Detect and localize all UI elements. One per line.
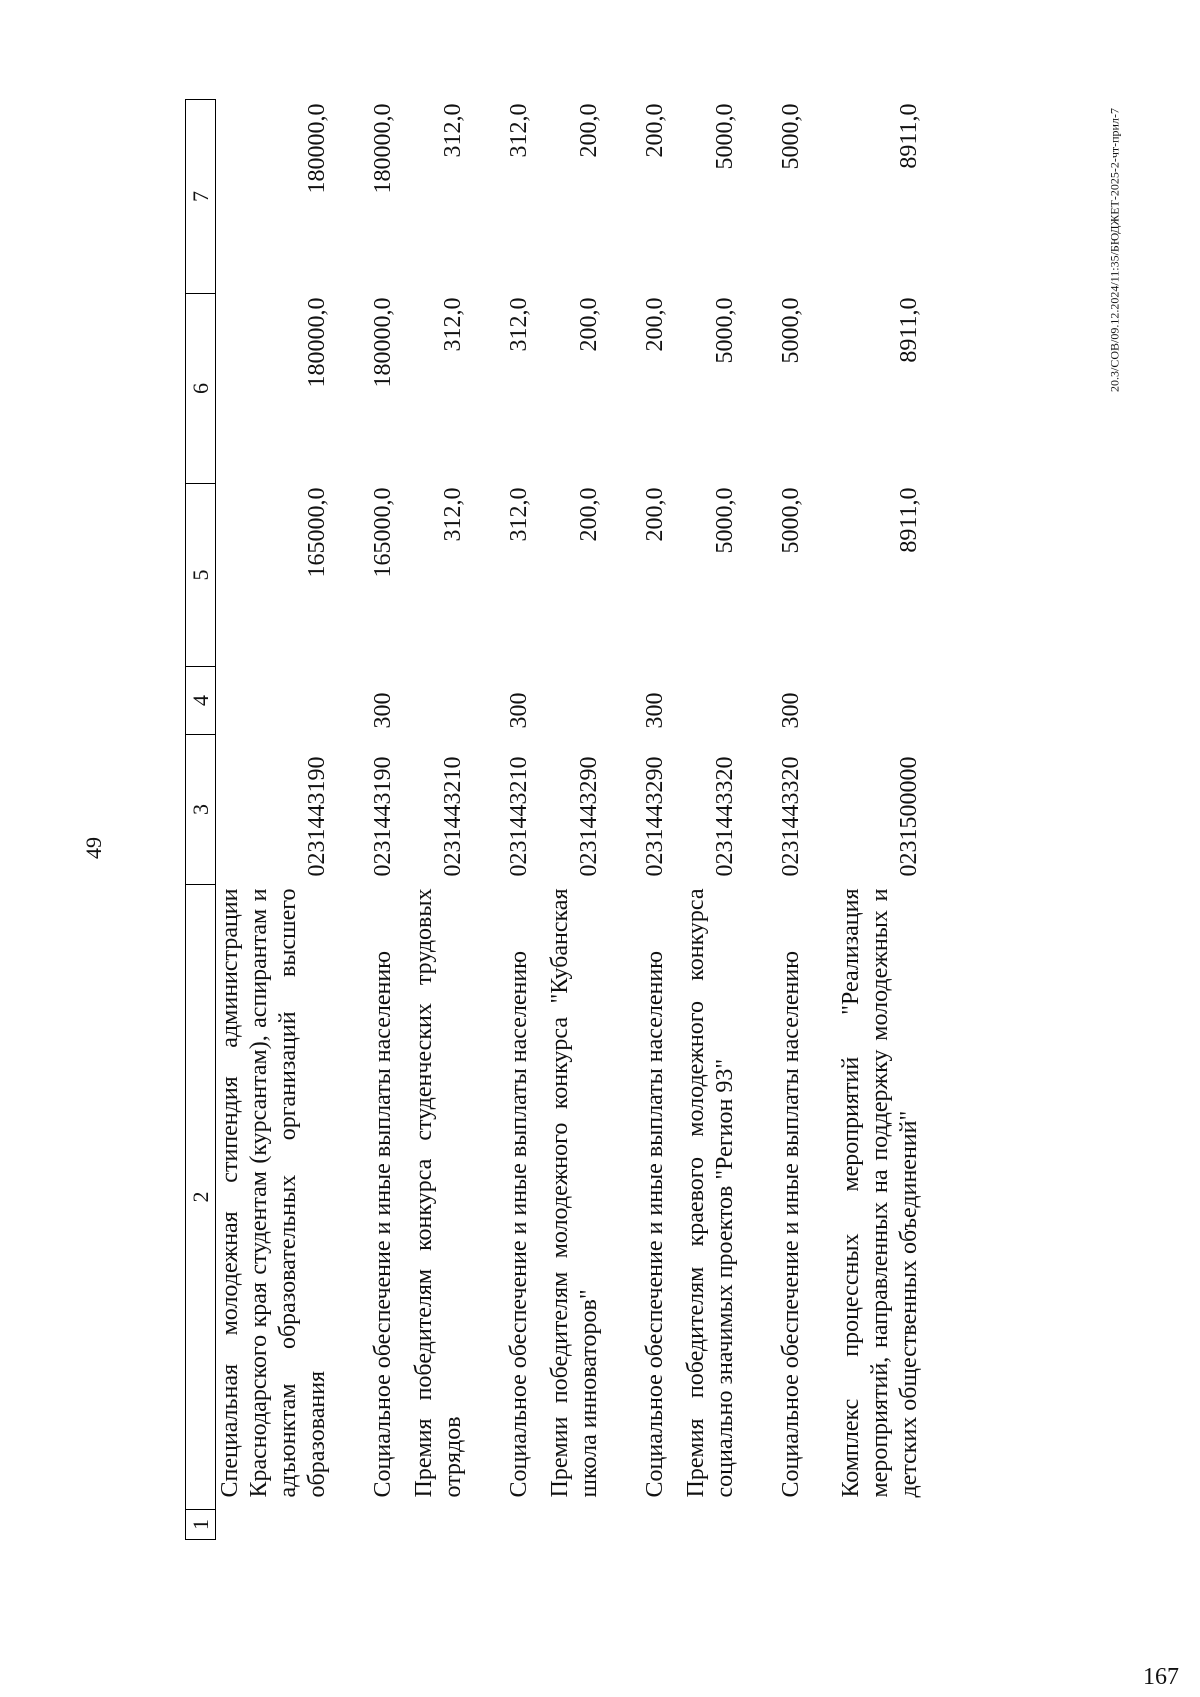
table-row [818,100,936,1540]
row-expense-type-cell [818,667,936,735]
table-row [480,100,546,1540]
table-row [616,100,682,1540]
row-amount-2027-cell: 180000,0 [304,103,330,194]
row-amount-2027-cell: 312,0 [440,103,466,158]
row-expense-type-cell [216,667,345,735]
row-amount-2027-cell: 8911,0 [896,103,922,169]
row-expense-type-cell: 300 [642,692,668,729]
row-amount-2026-cell: 8911,0 [896,297,922,363]
column-header-3: 3 [186,735,216,885]
row-amount-2027-cell: 200,0 [642,103,668,158]
row-target-code-cell: 0231443290 [642,756,668,877]
column-header-1: 1 [186,1510,216,1540]
row-amount-2027-cell: 312,0 [506,103,532,158]
row-number-cell [480,1510,546,1540]
row-amount-2027-cell: 180000,0 [370,103,396,194]
row-name-cell: Комплекс процессных мероприятий "Реализация мероприятий, направленных на поддержку молодежных и детских общественных объединений" [838,888,922,1498]
row-amount-2027-cell: 5000,0 [778,103,804,170]
table-row [216,100,345,1540]
row-target-code-cell: 0231443210 [440,756,466,877]
row-amount-2025-cell: 5000,0 [778,487,804,554]
table-row [410,100,480,1540]
row-amount-2026-cell: 200,0 [642,297,668,352]
row-target-code-cell: 0231443320 [712,756,738,877]
page-number-top: 49 [81,837,106,859]
row-name-cell: Социальное обеспечение и иные выплаты населению [642,950,668,1498]
row-amount-2026-cell: 312,0 [506,297,532,352]
table-row [546,100,616,1540]
column-header-2: 2 [186,885,216,1510]
row-amount-2025-cell: 312,0 [440,487,466,542]
row-expense-type-cell: 300 [778,692,804,729]
row-number-cell [216,1510,345,1540]
row-amount-2025-cell: 200,0 [642,487,668,542]
row-target-code-cell: 0231443320 [778,756,804,877]
row-number-cell [752,1510,818,1540]
table-row [344,100,410,1540]
table-row [682,100,752,1540]
row-target-code-cell: 0231500000 [896,756,922,877]
row-name-cell: Социальное обеспечение и иные выплаты населению [506,950,532,1498]
row-amount-2026-cell: 5000,0 [778,297,804,364]
row-target-code-cell: 0231443190 [370,756,396,877]
row-number-cell [682,1510,752,1540]
row-amount-2025-cell: 200,0 [576,487,602,542]
row-name-cell: Социальное обеспечение и иные выплаты населению [370,950,396,1498]
row-name-cell: Социальное обеспечение и иные выплаты населению [778,950,804,1498]
row-number-cell [344,1510,410,1540]
row-amount-2026-cell: 5000,0 [712,297,738,364]
row-expense-type-cell: 300 [506,692,532,729]
table-row [752,100,818,1540]
column-header-4: 4 [186,667,216,735]
row-number-cell [616,1510,682,1540]
row-number-cell [410,1510,480,1540]
row-amount-2025-cell: 8911,0 [896,487,922,553]
row-number-cell [818,1510,936,1540]
row-amount-2026-cell: 312,0 [440,297,466,352]
row-amount-2026-cell: 180000,0 [304,297,330,388]
column-header-5: 5 [186,484,216,667]
row-target-code-cell: 0231443290 [576,756,602,877]
row-name-cell: Премия победителям краевого молодежного конкурса социально значимых проектов "Регион 93" [683,888,738,1498]
table-header-row [186,100,216,1540]
row-name-cell: Специальная молодежная стипендия администрации Краснодарского края студентам (курсантам), аспирантам и адъюнктам образовательных организаций высшего образования [217,888,330,1498]
row-expense-type-cell [410,667,480,735]
row-amount-2025-cell: 312,0 [506,487,532,542]
row-amount-2025-cell: 165000,0 [370,487,396,578]
document-footer-code: 20.3/СОВ/09.12.2024/11:35/БЮДЖЕТ-2025-2-чт-прил-7 [1107,108,1122,392]
row-amount-2027-cell: 200,0 [576,103,602,158]
row-amount-2027-cell: 5000,0 [712,103,738,170]
row-amount-2025-cell: 5000,0 [712,487,738,554]
row-amount-2026-cell: 180000,0 [370,297,396,388]
row-target-code-cell: 0231443210 [506,756,532,877]
row-expense-type-cell [682,667,752,735]
budget-table [185,99,936,1540]
column-header-6: 6 [186,294,216,484]
row-amount-2025-cell: 165000,0 [304,487,330,578]
row-target-code-cell: 0231443190 [304,756,330,877]
row-number-cell [546,1510,616,1540]
row-name-cell: Премия победителям конкурса студенческих трудовых отрядов [411,888,466,1498]
row-amount-2026-cell: 200,0 [576,297,602,352]
sheet-number: 167 [1143,1664,1179,1690]
column-header-7: 7 [186,100,216,294]
row-expense-type-cell: 300 [370,692,396,729]
table-body [216,100,937,1540]
row-expense-type-cell [546,667,616,735]
budget-table-rotated [185,100,975,1540]
row-name-cell: Премии победителям молодежного конкурса "Кубанская школа инноваторов" [547,888,602,1498]
